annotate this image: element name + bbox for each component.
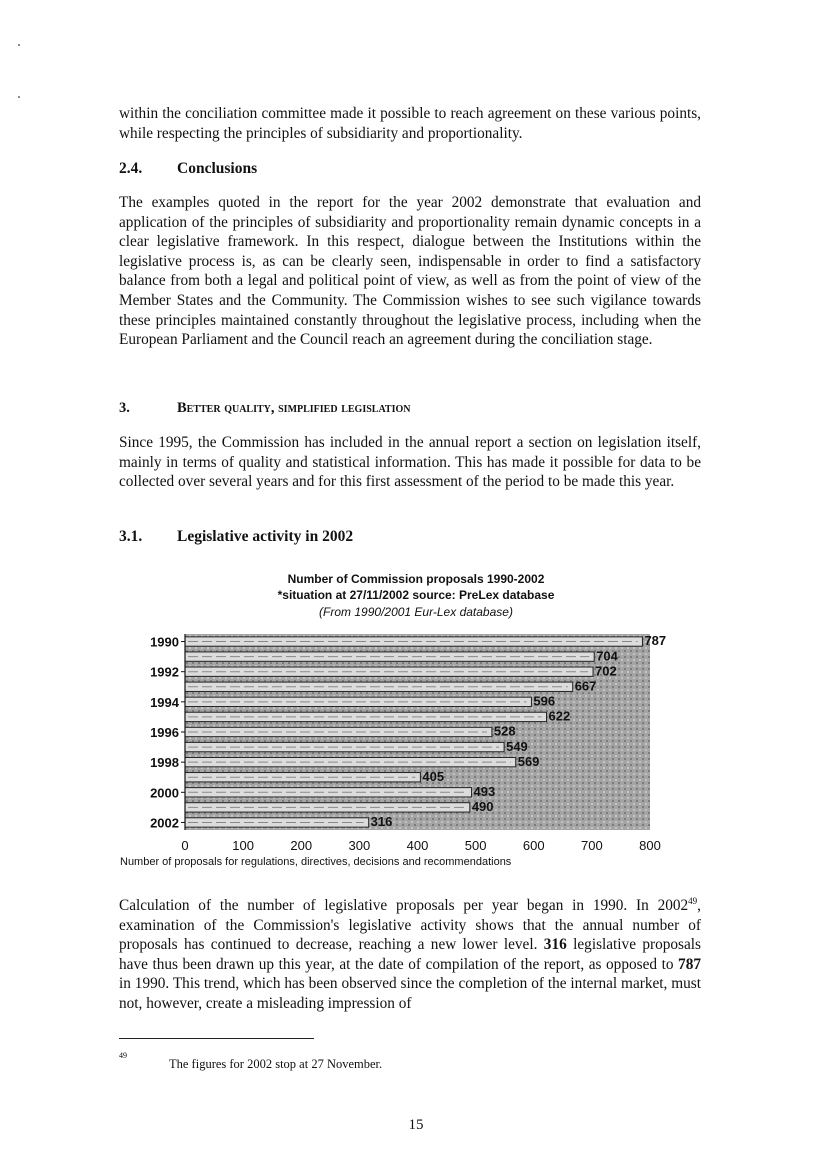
section-title: Better quality, simplified legislation: [177, 400, 411, 416]
chart-note: (From 1990/2001 Eur-Lex database): [319, 605, 513, 619]
since-1995-paragraph: Since 1995, the Commission has included in the annual report a section on legislation itself, mainly in terms of quality and statistical information. This has made it possible for data to be collected over several years and for this first assessment of the period to be made this year.: [119, 434, 701, 491]
footnote-number: 49: [119, 1051, 127, 1060]
footnote-separator: [119, 1038, 314, 1039]
bold-value: 316: [543, 936, 567, 954]
scan-speck: [18, 44, 20, 46]
data-label-1990: 787: [644, 633, 667, 649]
chart-title: Number of Commission proposals 1990-2002: [287, 572, 545, 586]
section-number: 3.: [119, 400, 130, 416]
section-number: 2.4.: [119, 160, 143, 177]
x-tick-label-600: 600: [522, 838, 545, 853]
x-tick-label-800: 800: [639, 838, 661, 853]
y-tick-label-1998: 1998: [150, 755, 179, 771]
text-run: legislative proposals have thus been drawn up this year, at the date of compilation of the report, as opposed to: [119, 936, 702, 973]
data-label-1995: 622: [548, 708, 571, 724]
data-label-2002: 316: [370, 814, 393, 830]
y-tick-label-2002: 2002: [150, 815, 179, 831]
data-label-1998: 569: [517, 753, 540, 769]
x-tick-label-700: 700: [581, 838, 603, 853]
bold-value: 787: [678, 955, 701, 973]
proposals-bar-chart: [0, 620, 832, 872]
page-number: 15: [408, 1117, 424, 1133]
section-title: Legislative activity in 2002: [177, 528, 354, 545]
conclusions-paragraph: The examples quoted in the report for the year 2002 demonstrate that evaluation and application of the principles of subsidiarity and proportionality remain dynamic concepts in a clear legislative framework. In this respect, dialogue between the Institutions within the legislative process is, as can be clearly seen, indispensable in order to find a satisfactory balance from both a legal and political point of view, as well as from the point of view of the Member States and the Community. The Commission wishes to see such vigilance towards these principles maintained constantly throughout the legislative process, including when the European Parliament and the Council reach an agreement during the conciliation stage.: [119, 194, 701, 349]
footnote-text: The figures for 2002 stop at 27 November.: [169, 1057, 383, 1071]
scan-speck: [18, 96, 20, 98]
data-label-1996: 528: [493, 723, 516, 739]
y-tick-label-1996: 1996: [150, 725, 179, 740]
data-label-1997: 549: [506, 738, 528, 754]
data-label-1991: 704: [596, 648, 618, 664]
y-tick-label-1992: 1992: [150, 664, 179, 680]
chart-subtitle: *situation at 27/11/2002 source: PreLex database: [277, 588, 555, 602]
text-run: in 1990. This trend, which has been observed since the completion of the internal market, must not, however, create a misleading impression of: [119, 975, 701, 1012]
section-heading-3: [119, 400, 410, 417]
calculation-paragraph: [119, 896, 701, 1014]
x-tick-label-500: 500: [464, 838, 487, 853]
footnote-reference[interactable]: 49: [688, 895, 698, 906]
x-tick-label-400: 400: [406, 838, 429, 853]
text-run: Calculation of the number of legislative proposals per year began in 1990. In 2002: [119, 897, 689, 914]
x-axis-title: Number of proposals for regulations, directives, decisions and recommendations: [120, 856, 512, 868]
data-label-1999: 405: [422, 768, 445, 784]
section-heading-2-4: [119, 160, 257, 178]
data-label-1992: 702: [595, 663, 617, 679]
section-heading-3-1: [119, 528, 353, 546]
y-tick-label-1994: 1994: [150, 694, 179, 710]
section-number: 3.1.: [119, 528, 143, 545]
data-label-2001: 490: [471, 799, 494, 815]
data-label-1993: 667: [574, 678, 597, 694]
section-title: Conclusions: [177, 160, 258, 177]
y-tick-label-1990: 1990: [150, 634, 179, 650]
intro-paragraph: within the conciliation committee made it possible to reach agreement on these various points, while respecting the principles of subsidiarity and proportionality.: [119, 105, 701, 142]
data-label-1994: 596: [533, 693, 556, 709]
text-run: , examination of the Commission's legislative activity shows that the annual number of proposals has continued to decrease, reaching a new lower level.: [119, 897, 701, 954]
data-label-2000: 493: [473, 783, 496, 799]
x-tick-label-0: 0: [181, 838, 189, 853]
x-tick-label-100: 100: [232, 838, 254, 853]
x-tick-label-300: 300: [348, 838, 371, 853]
x-tick-label-200: 200: [290, 838, 313, 853]
y-tick-label-2000: 2000: [150, 785, 179, 801]
